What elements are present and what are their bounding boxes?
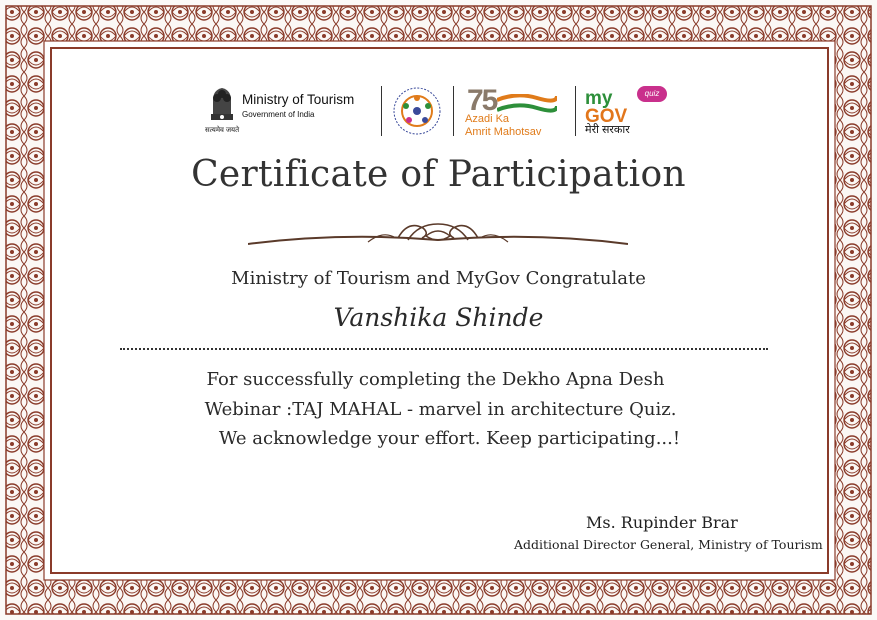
mygov-quiz-badge: quiz bbox=[637, 86, 667, 102]
congratulate-line: Ministry of Tourism and MyGov Congratulate bbox=[231, 268, 646, 289]
tricolor-wave-icon bbox=[497, 94, 557, 114]
logo-bar bbox=[205, 82, 685, 144]
azadi-line2: Amrit Mahotsav bbox=[465, 126, 542, 138]
certificate-title: Certificate of Participation bbox=[191, 154, 686, 195]
body-line-2: Webinar :TAJ MAHAL - marvel in architecture Quiz. bbox=[204, 399, 677, 420]
ministry-title: Ministry of Tourism bbox=[242, 92, 355, 107]
mygov-hindi: मेरी सरकार bbox=[585, 124, 630, 136]
mygov-logo bbox=[585, 84, 675, 142]
azadi-ka-amrit-mahotsav-logo bbox=[463, 84, 571, 142]
mygov-wordmark bbox=[585, 90, 627, 126]
dotted-separator bbox=[120, 348, 768, 350]
divider bbox=[575, 86, 576, 136]
azadi-number: 75 bbox=[467, 84, 497, 117]
body-line-3: We acknowledge your effort. Keep participating...! bbox=[218, 428, 681, 449]
azadi-line1: Azadi Ka bbox=[465, 113, 510, 125]
mygov-my: my bbox=[585, 88, 613, 109]
mygov-gov: GOV bbox=[585, 106, 628, 127]
ministry-subtitle: Government of India bbox=[242, 110, 315, 119]
body-line-1: For successfully completing the Dekho Apna Desh bbox=[206, 369, 665, 390]
divider bbox=[381, 86, 382, 136]
recipient-name: Vanshika Shinde bbox=[333, 303, 544, 332]
signatory-role: Additional Director General, Ministry of Tourism bbox=[514, 537, 823, 552]
flourish-divider-icon bbox=[248, 216, 628, 250]
signatory-name: Ms. Rupinder Brar bbox=[586, 513, 738, 532]
divider bbox=[453, 86, 454, 136]
emblem-motto: सत्यमेव जयते bbox=[205, 127, 240, 134]
ek-bharat-shreshtha-bharat-icon bbox=[392, 86, 442, 136]
